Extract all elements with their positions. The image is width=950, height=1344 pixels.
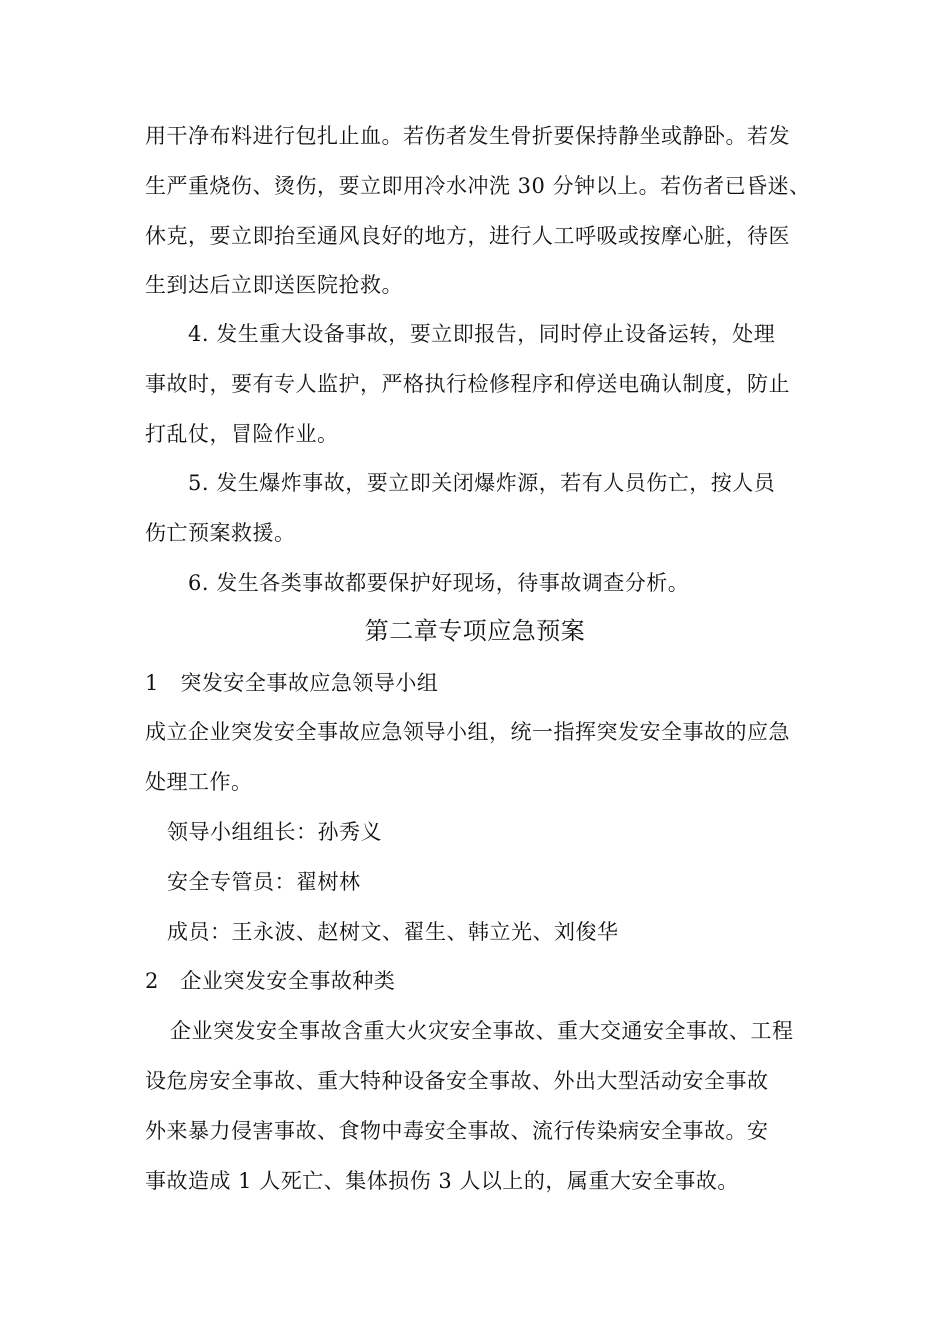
list-item-5: 5. 发生爆炸事故，要立即关闭爆炸源，若有人员伤亡，按人员	[188, 471, 776, 495]
list-item-5-continued: 伤亡预案救援。	[145, 521, 296, 545]
chapter-title: 第二章专项应急预案	[364, 617, 586, 645]
safety-officer-line: 安全专管员：翟树林	[167, 870, 361, 894]
paragraph-line: 生严重烧伤、烫伤，要立即用冷水冲洗 30 分钟以上。若伤者已昏迷、	[145, 174, 811, 198]
section-2-body-line: 外来暴力侵害事故、食物中毒安全事故、流行传染病安全事故。安	[145, 1119, 769, 1143]
paragraph-line: 生到达后立即送医院抢救。	[145, 273, 403, 297]
list-item-4: 4. 发生重大设备事故，要立即报告，同时停止设备运转，处理	[188, 322, 776, 346]
paragraph-line: 休克，要立即抬至通风良好的地方，进行人工呼吸或按摩心脏，待医	[145, 224, 790, 248]
section-2-body-line: 企业突发安全事故含重大火灾安全事故、重大交通安全事故、工程	[170, 1019, 794, 1043]
section-1-body-line: 处理工作。	[145, 770, 253, 794]
paragraph-line: 用干净布料进行包扎止血。若伤者发生骨折要保持静坐或静卧。若发	[145, 124, 790, 148]
section-1-body-line: 成立企业突发安全事故应急领导小组，统一指挥突发安全事故的应急	[145, 720, 790, 744]
list-item-4-continued: 事故时，要有专人监护，严格执行检修程序和停送电确认制度，防止	[145, 372, 790, 396]
list-item-6: 6. 发生各类事故都要保护好现场，待事故调查分析。	[188, 571, 690, 595]
section-2-body-line: 事故造成 1 人死亡、集体损伤 3 人以上的，属重大安全事故。	[145, 1169, 739, 1193]
section-heading-2: 2 企业突发安全事故种类	[145, 969, 396, 993]
section-2-body-line: 设危房安全事故、重大特种设备安全事故、外出大型活动安全事故	[145, 1069, 769, 1093]
list-item-4-continued: 打乱仗，冒险作业。	[145, 422, 339, 446]
section-heading-1: 1 突发安全事故应急领导小组	[145, 671, 439, 695]
leader-line: 领导小组组长：孙秀义	[167, 820, 382, 844]
members-line: 成员：王永波、赵树文、翟生、韩立光、刘俊华	[167, 920, 619, 944]
